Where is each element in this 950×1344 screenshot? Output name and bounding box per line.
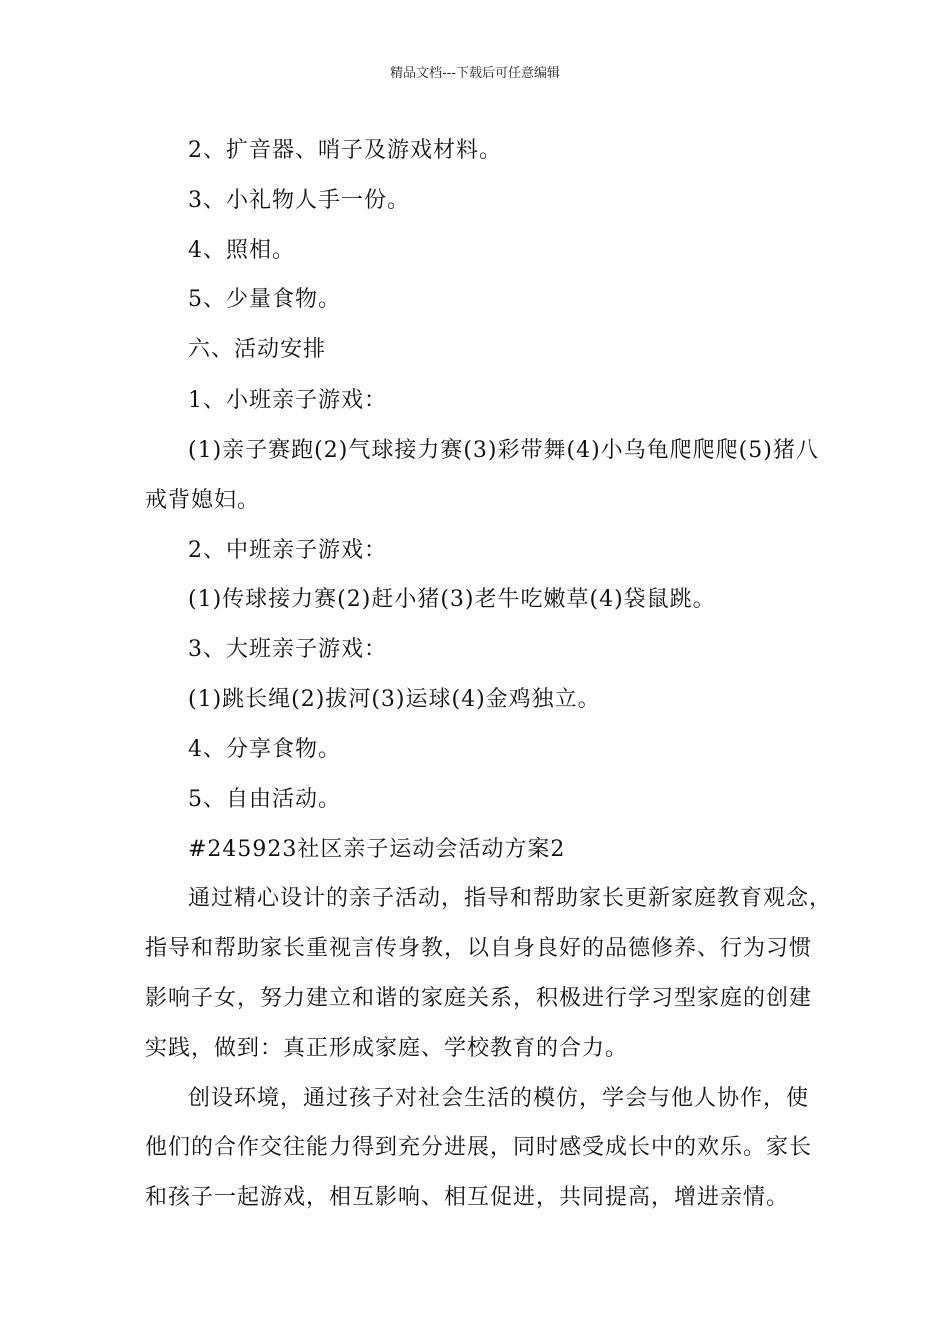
paragraph-line: 指导和帮助家长重视言传身教，以自身良好的品德修养、行为习惯: [145, 936, 813, 961]
text-line: 5、少量食物。: [188, 287, 341, 312]
text-line: 戒背媳妇。: [145, 488, 261, 513]
text-line: (1)传球接力赛(2)赶小猪(3)老牛吃嫩草(4)袋鼠跳。: [188, 587, 716, 612]
text-line: 4、分享食物。: [188, 737, 341, 762]
page-header: 精品文档---下载后可任意编辑: [389, 66, 561, 81]
text-line: 3、小礼物人手一份。: [188, 188, 410, 213]
text-line: 3、大班亲子游戏：: [188, 637, 387, 662]
section-heading: 六、活动安排: [188, 337, 327, 362]
paragraph-line: 通过精心设计的亲子活动，指导和帮助家长更新家庭教育观念，: [188, 886, 833, 911]
text-line: 2、中班亲子游戏：: [188, 538, 387, 563]
text-line: 1、小班亲子游戏：: [188, 388, 387, 413]
text-line: (1)亲子赛跑(2)气球接力赛(3)彩带舞(4)小乌龟爬爬爬(5)猪八: [188, 438, 819, 463]
document-title: #245923社区亲子运动会活动方案2: [188, 837, 566, 862]
paragraph-line: 他们的合作交往能力得到充分进展，同时感受成长中的欢乐。家长: [145, 1135, 813, 1160]
paragraph-line: 创设环境，通过孩子对社会生活的模仿，学会与他人协作，使: [188, 1086, 810, 1111]
text-line: (1)跳长绳(2)拔河(3)运球(4)金鸡独立。: [188, 687, 601, 712]
text-line: 4、照相。: [188, 238, 295, 263]
text-line: 5、自由活动。: [188, 787, 341, 812]
text-line: 2、扩音器、哨子及游戏材料。: [188, 138, 502, 163]
paragraph-line: 实践，做到：真正形成家庭、学校教育的合力。: [145, 1036, 629, 1061]
paragraph-line: 影响子女，努力建立和谐的家庭关系，积极进行学习型家庭的创建: [145, 986, 813, 1011]
paragraph-line: 和孩子一起游戏，相互影响、相互促进，共同提高，增进亲情。: [145, 1185, 790, 1210]
